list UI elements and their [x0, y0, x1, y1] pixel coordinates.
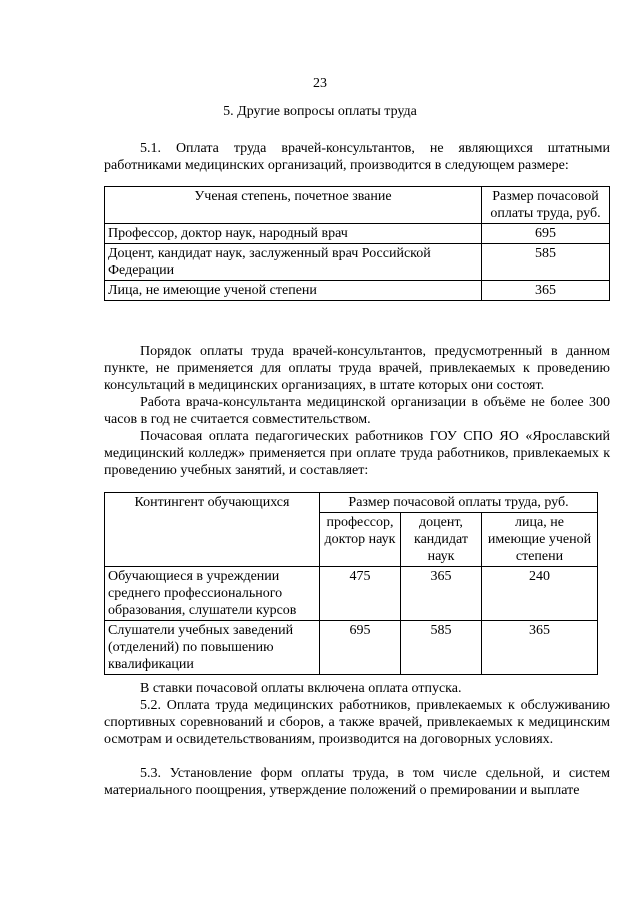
paragraph-hourly: Почасовая оплата педагогических работников ГОУ СПО ЯО «Ярославский медицинский колледж» применяется при оплате труда работников, привлекаемых к проведению учебных занятий, и составляет:	[104, 429, 610, 478]
subheader-no-degree: лица, не имеющие ученой степени	[482, 513, 598, 567]
header-contingent: Контингент обучающихся	[105, 493, 320, 567]
rate-cell: 695	[320, 621, 401, 675]
table-row	[105, 281, 610, 301]
table-header-row	[105, 187, 610, 224]
teacher-rate-table	[104, 492, 598, 675]
section-title: 5. Другие вопросы оплаты труда	[223, 104, 417, 119]
rate-cell: 365	[482, 281, 610, 301]
degree-cell: Доцент, кандидат наук, заслуженный врач Российской Федерации	[105, 244, 482, 281]
paragraph-work: Работа врача-консультанта медицинской организации в объёме не более 300 часов в год не считается совместительством.	[104, 395, 610, 427]
paragraph-vacation: В ставки почасовой оплаты включена оплата отпуска.	[140, 681, 462, 696]
subheader-professor: профессор, доктор наук	[320, 513, 401, 567]
subheader-docent: доцент, кандидат наук	[401, 513, 482, 567]
table-row	[105, 224, 610, 244]
paragraph-5-3: 5.3. Установление форм оплаты труда, в том числе сдельной, и систем материального поощрения, утверждение положений о премировании и выплате	[104, 766, 610, 798]
paragraph-order: Порядок оплаты труда врачей-консультантов, предусмотренный в данном пункте, не применяется для оплаты труда врачей, привлекаемых к проведению консультаций в медицинских организациях, в штате которых они состоят.	[104, 344, 610, 393]
paragraph-5-1: 5.1. Оплата труда врачей-консультантов, не являющихся штатными работниками медицинских организаций, производится в следующем размере:	[104, 141, 610, 173]
header-rate: Размер почасовой оплаты труда, руб.	[482, 187, 610, 224]
rate-cell: 585	[482, 244, 610, 281]
table-header-row	[105, 493, 598, 513]
rate-cell: 585	[401, 621, 482, 675]
consultant-rate-table	[104, 186, 610, 301]
table-row	[105, 621, 598, 675]
table-row	[105, 244, 610, 281]
rate-cell: 695	[482, 224, 610, 244]
contingent-cell: Слушатели учебных заведений (отделений) по повышению квалификации	[105, 621, 320, 675]
page-number: 23	[313, 76, 327, 91]
paragraph-5-2: 5.2. Оплата труда медицинских работников, привлекаемых к обслуживанию спортивных соревнований и сборов, а также врачей, привлекаемых к медицинским осмотрам и освидетельствованиям, производится на договорных условиях.	[104, 698, 610, 747]
header-degree: Ученая степень, почетное звание	[105, 187, 482, 224]
degree-cell: Профессор, доктор наук, народный врач	[105, 224, 482, 244]
header-rate: Размер почасовой оплаты труда, руб.	[320, 493, 598, 513]
degree-cell: Лица, не имеющие ученой степени	[105, 281, 482, 301]
contingent-cell: Обучающиеся в учреждении среднего профессионального образования, слушатели курсов	[105, 567, 320, 621]
table-row	[105, 567, 598, 621]
rate-cell: 475	[320, 567, 401, 621]
rate-cell: 365	[401, 567, 482, 621]
rate-cell: 240	[482, 567, 598, 621]
rate-cell: 365	[482, 621, 598, 675]
